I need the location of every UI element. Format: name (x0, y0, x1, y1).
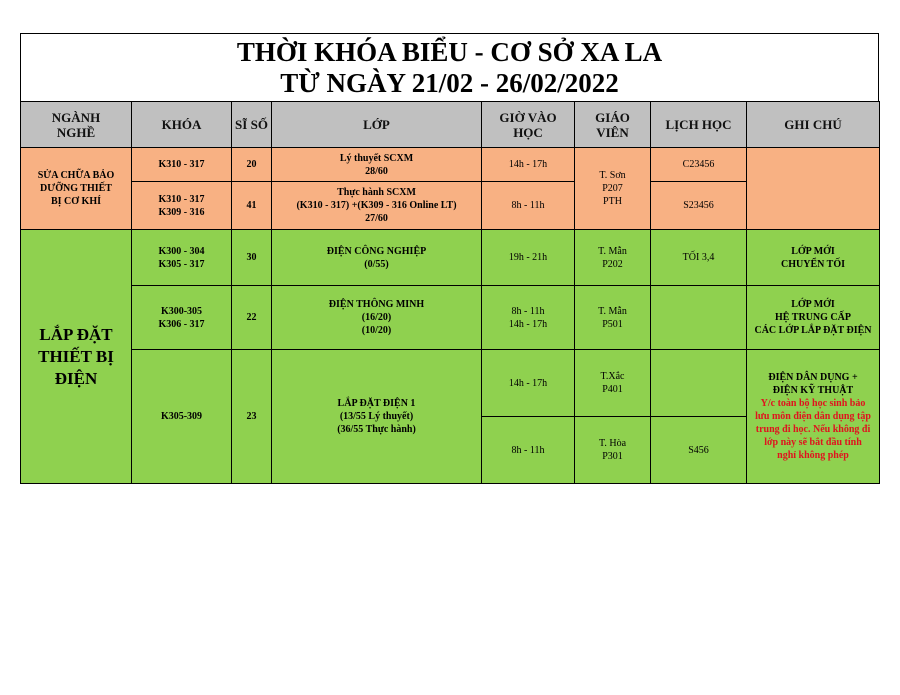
header-gio-line1: GIỜ VÀO (499, 109, 557, 125)
lop-line: LẮP ĐẶT ĐIỆN 1 (337, 398, 416, 409)
gio-cell: 14h - 17h (482, 148, 575, 182)
table-row (21, 230, 880, 286)
header-si-so: SĨ SỐ (232, 102, 272, 148)
title-line-2: TỪ NGÀY 21/02 - 26/02/2022 (280, 68, 619, 98)
gio-cell: 14h - 17h (482, 350, 575, 417)
teacher-line: P207 (602, 183, 623, 194)
khoa-cell: K305-309 (132, 350, 232, 484)
nganh-lap-dat-line2: THIẾT BỊ (38, 346, 114, 366)
lop-line: 27/60 (365, 213, 388, 224)
lich-hoc-cell: C23456 (651, 148, 747, 182)
teacher-line: P202 (602, 258, 623, 270)
nganh-sua-chua-line1: SỬA CHỮA BẢO (37, 170, 115, 181)
nganh-sua-chua-line3: BỊ CƠ KHÍ (50, 196, 101, 207)
nganh-sua-chua-line2: DƯỠNG THIẾT (40, 183, 112, 194)
nganh-sua-chua (21, 148, 132, 230)
header-gv-line1: GIÁO (595, 109, 630, 125)
khoa-cell (132, 230, 232, 286)
teacher-line: T. Mẫn (598, 245, 627, 257)
header-nganh-line2: NGHỀ (56, 124, 96, 140)
lop-line: 28/60 (365, 165, 388, 177)
si-so-cell: 23 (232, 350, 272, 484)
lop-line: Lý thuyết SCXM (339, 152, 414, 164)
teacher-line: P501 (602, 318, 623, 330)
teacher-line: P401 (602, 384, 623, 395)
ghi-chu-cell (747, 230, 880, 286)
teacher-line: T. Sơn (599, 170, 626, 181)
red-note-line: nghỉ không phép (777, 450, 849, 461)
header-giao-vien (575, 102, 651, 148)
khoa-cell (132, 286, 232, 350)
lop-cell (272, 148, 482, 182)
si-so-cell: 22 (232, 286, 272, 350)
title-line-1: THỜI KHÓA BIỂU - CƠ SỞ XA LA (236, 37, 663, 67)
khoa-line: K309 - 316 (158, 206, 205, 218)
lop-line: (K310 - 317) +(K309 - 316 Online LT) (296, 200, 457, 211)
gio-cell: 19h - 21h (482, 230, 575, 286)
lop-cell (272, 286, 482, 350)
ghi-chu-line: CHUYỂN TỐI (781, 258, 845, 270)
lop-line: (36/55 Thực hành) (337, 424, 416, 435)
nganh-lap-dat (21, 230, 132, 484)
header-gio-line2: HỌC (513, 124, 543, 140)
khoa-line: K306 - 317 (158, 318, 205, 330)
header-gio-vao-hoc (482, 102, 575, 148)
nganh-lap-dat-line3: ĐIỆN (54, 368, 98, 388)
teacher-line: T. Mẫn (598, 305, 627, 317)
teacher-line: T. Hòa (598, 438, 627, 449)
lop-line: (13/55 Lý thuyết) (339, 411, 414, 422)
lop-cell (272, 350, 482, 484)
lop-cell (272, 230, 482, 286)
khoa-line: K300-305 (160, 305, 203, 317)
khoa-cell: K310 - 317 (132, 148, 232, 182)
khoa-line: K310 - 317 (158, 193, 205, 205)
red-note-line: lưu môn điện dân dụng tập (755, 411, 871, 422)
header-gv-line2: VIÊN (596, 124, 629, 140)
ghi-chu-cell (747, 350, 880, 484)
lop-line: (16/20) (361, 312, 392, 323)
si-so-cell: 30 (232, 230, 272, 286)
lop-line: Thực hành SCXM (337, 187, 416, 198)
giao-vien-cell (575, 230, 651, 286)
si-so-cell: 41 (232, 182, 272, 230)
header-lich-hoc: LỊCH HỌC (651, 102, 747, 148)
red-note-line: trung đi học. Nếu không đi (755, 424, 871, 435)
giao-vien-cell (575, 148, 651, 230)
giao-vien-cell (575, 286, 651, 350)
gio-line: 14h - 17h (508, 318, 548, 330)
lop-line: (10/20) (361, 325, 392, 336)
lop-line: ĐIỆN THÔNG MINH (328, 299, 425, 310)
table-row (21, 350, 880, 417)
gio-cell: 8h - 11h (482, 182, 575, 230)
red-note-line: Y/c toàn bộ học sinh bảo (760, 398, 866, 409)
lop-line: (0/55) (364, 258, 389, 270)
schedule-table (20, 101, 880, 484)
ghi-chu-line: CÁC LỚP LẮP ĐẶT ĐIỆN (754, 325, 872, 336)
header-ghi-chu: GHI CHÚ (747, 102, 880, 148)
header-nganh-nghe (21, 102, 132, 148)
lich-hoc-cell: S456 (651, 417, 747, 484)
giao-vien-cell (575, 350, 651, 417)
khoa-line: K305 - 317 (158, 258, 205, 270)
lop-cell (272, 182, 482, 230)
khoa-line: K300 - 304 (158, 245, 205, 257)
header-lop: LỚP (272, 102, 482, 148)
lop-line: ĐIỆN CÔNG NGHIỆP (326, 245, 427, 257)
header-khoa: KHÓA (132, 102, 232, 148)
gio-cell: 8h - 11h (482, 417, 575, 484)
nganh-lap-dat-line1: LẮP ĐẶT (39, 324, 113, 344)
ghi-chu-cell (747, 286, 880, 350)
teacher-line: T.Xắc (600, 371, 625, 382)
giao-vien-cell (575, 417, 651, 484)
ghi-chu-line: LỚP MỚI (791, 299, 835, 310)
gio-cell (482, 286, 575, 350)
teacher-line: P301 (602, 451, 623, 462)
page-title (20, 33, 879, 101)
ghi-chu-line: HỆ TRUNG CẤP (775, 312, 851, 323)
khoa-cell (132, 182, 232, 230)
table-row (21, 286, 880, 350)
lich-hoc-cell (651, 350, 747, 417)
lich-hoc-cell: S23456 (651, 182, 747, 230)
ghi-chu-cell (747, 148, 880, 230)
si-so-cell: 20 (232, 148, 272, 182)
header-nganh-line1: NGÀNH (51, 109, 101, 125)
timetable (20, 33, 879, 484)
lich-hoc-cell: TỐI 3,4 (651, 230, 747, 286)
ghi-chu-line: LỚP MỚI (791, 245, 835, 257)
lich-hoc-cell (651, 286, 747, 350)
ghi-chu-line: ĐIỆN DÂN DỤNG + (768, 372, 858, 383)
red-note-line: lớp này sẽ bắt đầu tính (764, 437, 862, 448)
table-row (21, 148, 880, 182)
teacher-line: PTH (603, 196, 622, 207)
gio-line: 8h - 11h (511, 305, 545, 317)
ghi-chu-line: ĐIỆN KỸ THUẬT (772, 385, 854, 396)
header-row (21, 102, 880, 148)
